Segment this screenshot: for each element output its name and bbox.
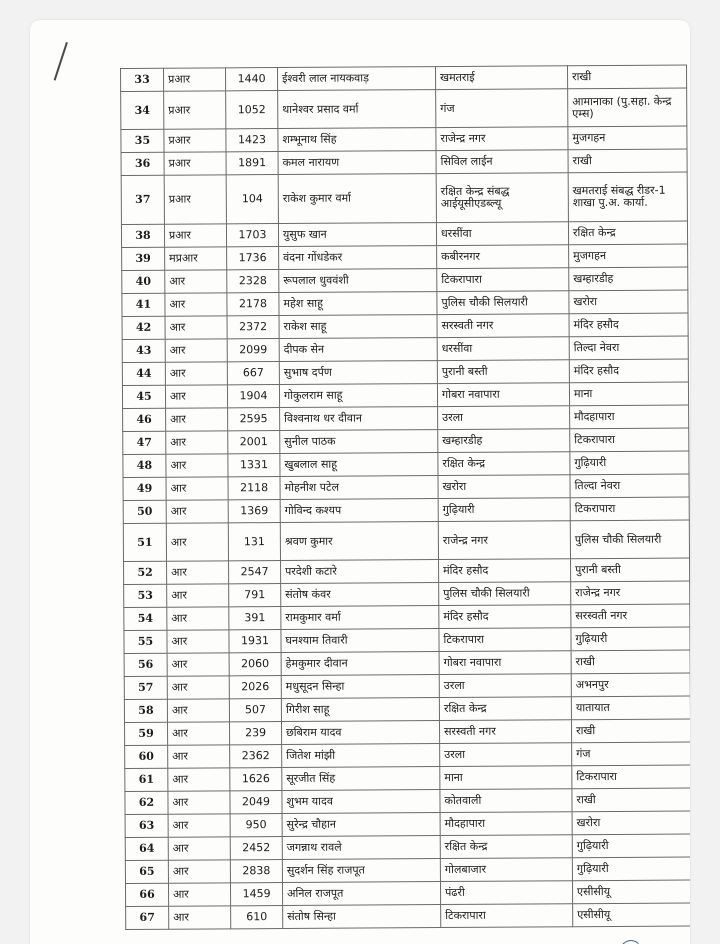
employee-name-cell: सुरेन्द्र चौहान [282,813,440,837]
employee-name-cell: संतोष कंवर [281,583,439,607]
employee-name-cell: दीपक सेन [279,338,437,362]
new-posting-cell: सरस्वती नगर [571,604,690,628]
new-posting-cell: तिल्दा नेवरा [569,336,688,360]
new-posting-cell: यातायात [571,696,690,720]
employee-name-cell: हेमकुमार दीवान [281,652,439,676]
rank-cell: आर [168,768,230,791]
employee-name-cell: ईश्वरी लाल नायकवाड़ [278,67,436,91]
employee-name-cell: महेश साहू [279,292,437,316]
employee-name-cell: राकेश कुमार वर्मा [278,174,436,224]
badge-number-cell: 2362 [230,745,282,768]
badge-number-cell: 2099 [227,339,279,362]
table-row [125,857,690,883]
new-posting-cell: खमतराई संबद्ध रीडर-1 शाखा पु.अ. कार्या. [568,172,687,222]
badge-number-cell: 2452 [230,837,282,860]
current-posting-cell: पुलिस चौकी सिलयारी [439,582,571,606]
new-posting-cell: मंदिर हसौद [569,313,688,337]
new-posting-cell: रक्षित केन्द्र [568,221,687,245]
serial-number-cell: 40 [122,270,165,293]
employee-name-cell: जितेश मांझी [282,744,440,768]
badge-number-cell: 2118 [228,477,280,500]
badge-number-cell: 391 [229,607,281,630]
table-row [121,149,687,175]
new-posting-cell: राजेन्द्र नगर [571,581,690,605]
table-row [124,673,690,699]
table-row [124,696,690,722]
serial-number-cell: 45 [122,385,165,408]
rank-cell: आर [165,362,227,385]
badge-number-cell: 2001 [228,431,280,454]
badge-number-cell: 2328 [227,270,279,293]
current-posting-cell: सरस्वती नगर [439,720,571,744]
serial-number-cell: 50 [123,500,166,523]
badge-number-cell: 1052 [226,91,278,129]
badge-number-cell: 131 [228,523,280,561]
serial-number-cell: 43 [122,339,165,362]
badge-number-cell: 667 [227,362,279,385]
rank-cell: आर [168,860,230,883]
table-row [123,497,689,523]
employee-name-cell: रामकुमार वर्मा [281,606,439,630]
new-posting-cell: राखी [568,149,687,173]
new-posting-cell: गुढ़ियारी [572,857,690,881]
corner-ink-mark [620,940,642,944]
employee-name-cell: परदेशी कटारे [281,560,439,584]
employee-name-cell: विश्वनाथ धर दीवान [280,407,438,431]
badge-number-cell: 791 [229,584,281,607]
rank-cell: प्रआर [164,129,226,152]
serial-number-cell: 67 [126,906,169,929]
serial-number-cell: 66 [125,883,168,906]
badge-number-cell: 1931 [229,630,281,653]
serial-number-cell: 53 [124,584,167,607]
serial-number-cell: 60 [125,745,168,768]
badge-number-cell: 610 [231,906,283,929]
rank-cell: आर [167,607,229,630]
badge-number-cell: 2049 [230,791,282,814]
employee-name-cell: सुनील पाठक [280,430,438,454]
current-posting-cell: मंदिर हसौद [439,605,571,629]
pen-stroke-mark [54,42,80,84]
badge-number-cell: 1459 [230,883,282,906]
new-posting-cell: मुजगहन [569,244,688,268]
new-posting-cell: गुढ़ियारी [572,834,690,858]
rank-cell: आर [168,745,230,768]
table-row [124,627,690,653]
new-posting-cell: टिकरापारा [570,497,689,521]
new-posting-cell: आमानाका (पु.सहा. केन्द्र एम्स) [568,88,687,127]
badge-number-cell: 2838 [230,860,282,883]
current-posting-cell: उरला [438,406,570,430]
rank-cell: आर [167,561,229,584]
rank-cell: आर [168,883,230,906]
badge-number-cell: 1369 [228,500,280,523]
serial-number-cell: 54 [124,607,167,630]
current-posting-cell: रक्षित केन्द्र [440,835,572,859]
current-posting-cell: गोबरा नवापारा [439,651,571,675]
rank-cell: आर [165,316,227,339]
serial-number-cell: 37 [121,175,164,224]
serial-number-cell: 62 [125,791,168,814]
current-posting-cell: गोबरा नवापारा [437,383,569,407]
table-row [122,267,688,293]
employee-name-cell: शुभम यादव [282,790,440,814]
table-row [121,172,687,224]
table-row [125,788,690,814]
table-row [121,221,687,247]
new-posting-cell: खरोरा [569,290,688,314]
new-posting-cell: गंज [572,742,690,766]
employee-name-cell: संतोष सिन्हा [283,905,441,929]
current-posting-cell: पुलिस चौकी सिलयारी [437,291,569,315]
current-posting-cell: खरोरा [438,475,570,499]
new-posting-cell: राखी [567,65,686,89]
badge-number-cell: 104 [226,175,278,224]
rank-cell: प्रआर [164,175,226,224]
serial-number-cell: 51 [123,523,166,561]
employee-name-cell: युसुफ खान [278,223,436,247]
serial-number-cell: 39 [122,247,165,270]
new-posting-cell: एसीसीयू [573,903,690,927]
new-posting-cell: गुढ़ियारी [571,627,690,651]
table-row [121,88,687,129]
serial-number-cell: 42 [122,316,165,339]
new-posting-cell: तिल्दा नेवरा [570,474,689,498]
employee-name-cell: खुबलाल साहू [280,453,438,477]
rank-cell: आर [167,584,229,607]
rank-cell: आर [166,408,228,431]
table-row [122,336,688,362]
employee-name-cell: वंदना गोंधडेकर [279,246,437,270]
employee-name-cell: सुभाष दर्पण [279,361,437,385]
employee-name-cell: शम्भूनाथ सिंह [278,128,436,152]
serial-number-cell: 61 [125,768,168,791]
current-posting-cell: रक्षित केन्द्र [438,452,570,476]
badge-number-cell: 2372 [227,316,279,339]
serial-number-cell: 34 [121,91,164,129]
badge-number-cell: 2026 [229,676,281,699]
current-posting-cell: उरला [439,674,571,698]
employee-name-cell: छबिराम यादव [281,721,439,745]
rank-cell: आर [166,477,228,500]
badge-number-cell: 1331 [228,454,280,477]
new-posting-cell: मंदिर हसौद [569,359,688,383]
table-row [125,765,690,791]
employee-name-cell: सुदर्शन सिंह राजपूत [282,859,440,883]
current-posting-cell: टिकरापारा [441,904,573,928]
rank-cell: आर [167,722,229,745]
rank-cell: आर [165,270,227,293]
badge-number-cell: 507 [229,699,281,722]
new-posting-cell: राखी [571,719,690,743]
employee-name-cell: मधुसूदन सिन्हा [281,675,439,699]
rank-cell: प्रआर [164,152,226,175]
serial-number-cell: 35 [121,129,164,152]
new-posting-cell: मौदहापारा [570,405,689,429]
serial-number-cell: 36 [121,152,164,175]
serial-number-cell: 44 [122,362,165,385]
current-posting-cell: धरसींवा [436,222,568,246]
serial-number-cell: 47 [123,431,166,454]
new-posting-cell: टिकरापारा [570,428,689,452]
table-row [125,834,690,860]
table-row [123,405,689,431]
rank-cell: आर [166,523,228,561]
table-row [125,880,690,906]
table-row [124,581,690,607]
current-posting-cell: पुरानी बस्ती [437,360,569,384]
current-posting-cell: सरस्वती नगर [437,314,569,338]
serial-number-cell: 59 [124,722,167,745]
serial-number-cell: 64 [125,837,168,860]
table-row [121,65,687,91]
badge-number-cell: 239 [229,722,281,745]
new-posting-cell: टिकरापारा [572,765,690,789]
current-posting-cell: उरला [440,743,572,767]
serial-number-cell: 49 [123,477,166,500]
table-row [123,428,689,454]
table-row [124,650,690,676]
table-row [123,520,689,561]
new-posting-cell: माना [569,382,688,406]
rank-cell: आर [165,339,227,362]
current-posting-cell: पंढरी [440,881,572,905]
serial-number-cell: 38 [121,224,164,247]
serial-number-cell: 56 [124,653,167,676]
new-posting-cell: खम्हारडीह [569,267,688,291]
rank-cell: आर [169,906,231,929]
current-posting-cell: टिकरापारा [439,628,571,652]
rank-cell: प्रआर [164,91,226,129]
employee-name-cell: रूपलाल धुववंशी [279,269,437,293]
current-posting-cell: मौदहापारा [440,812,572,836]
table-row [125,811,690,837]
rank-cell: आर [167,653,229,676]
table-row [123,474,689,500]
rank-cell: प्रआर [164,224,226,247]
rank-cell: आर [166,454,228,477]
rank-cell: प्रआर [164,68,226,91]
serial-number-cell: 63 [125,814,168,837]
serial-number-cell: 52 [124,561,167,584]
employee-name-cell: राकेश साहू [279,315,437,339]
new-posting-cell: राखी [571,650,690,674]
roster-body [121,65,690,929]
transfer-roster-table [120,65,690,930]
table-row [122,313,688,339]
current-posting-cell: राजेन्द्र नगर [436,127,568,151]
table-row [122,244,688,270]
current-posting-cell: गुढ़ियारी [438,498,570,522]
employee-name-cell: जगन्नाथ रावले [282,836,440,860]
table-row [124,558,690,584]
new-posting-cell: राखी [572,788,690,812]
new-posting-cell: पुलिस चौकी सिलयारी [570,520,689,559]
new-posting-cell: एसीसीयू [572,880,690,904]
new-posting-cell: अभनपुर [571,673,690,697]
serial-number-cell: 65 [125,860,168,883]
serial-number-cell: 48 [123,454,166,477]
employee-name-cell: घनश्याम तिवारी [281,629,439,653]
current-posting-cell: कोतवाली [440,789,572,813]
table-row [122,382,688,408]
document-page [30,20,690,944]
badge-number-cell: 1736 [227,247,279,270]
table-row [121,126,687,152]
serial-number-cell: 33 [121,68,164,91]
current-posting-cell: रक्षित केन्द्र [439,697,571,721]
serial-number-cell: 46 [123,408,166,431]
current-posting-cell: रक्षित केन्द्र संबद्ध आईयूसीएडब्ल्यू [436,173,568,223]
rank-cell: आर [168,814,230,837]
table-row [126,903,690,929]
badge-number-cell: 1904 [227,385,279,408]
rank-cell: आर [167,676,229,699]
rank-cell: आर [167,699,229,722]
badge-number-cell: 2060 [229,653,281,676]
current-posting-cell: धरसींवा [437,337,569,361]
table-row [122,290,688,316]
employee-name-cell: श्रवण कुमार [280,522,438,561]
serial-number-cell: 58 [124,699,167,722]
table-row [125,742,690,768]
employee-name-cell: गोकुलराम साहू [279,384,437,408]
current-posting-cell: मंदिर हसौद [439,559,571,583]
rank-cell: आर [165,385,227,408]
badge-number-cell: 1423 [226,129,278,152]
current-posting-cell: माना [440,766,572,790]
current-posting-cell: राजेन्द्र नगर [438,521,570,560]
serial-number-cell: 57 [124,676,167,699]
table-row [123,451,689,477]
rank-cell: मप्रआर [165,247,227,270]
current-posting-cell: खमतराई [435,66,567,90]
rank-cell: आर [165,293,227,316]
new-posting-cell: खरोरा [572,811,690,835]
badge-number-cell: 2547 [229,561,281,584]
employee-name-cell: थानेश्वर प्रसाद वर्मा [278,90,436,129]
rank-cell: आर [168,791,230,814]
table-row [124,604,690,630]
rank-cell: आर [167,630,229,653]
badge-number-cell: 1703 [226,224,278,247]
current-posting-cell: गोलबाजार [440,858,572,882]
badge-number-cell: 2178 [227,293,279,316]
employee-name-cell: गिरीश साहू [281,698,439,722]
badge-number-cell: 950 [230,814,282,837]
employee-name-cell: कमल नारायण [278,151,436,175]
employee-name-cell: गोविन्द कश्यप [280,499,438,523]
employee-name-cell: मोहनीश पटेल [280,476,438,500]
table-row [122,359,688,385]
current-posting-cell: खम्हारडीह [438,429,570,453]
badge-number-cell: 1891 [226,152,278,175]
rank-cell: आर [168,837,230,860]
current-posting-cell: सिविल लाईन [436,150,568,174]
current-posting-cell: गंज [436,89,568,128]
table-row [124,719,690,745]
new-posting-cell: गुढ़ियारी [570,451,689,475]
employee-name-cell: सूरजीत सिंह [282,767,440,791]
current-posting-cell: टिकरापारा [437,268,569,292]
employee-name-cell: अनिल राजपूत [282,882,440,906]
rank-cell: आर [166,500,228,523]
badge-number-cell: 2595 [228,408,280,431]
current-posting-cell: कबीरनगर [437,245,569,269]
new-posting-cell: पुरानी बस्ती [571,558,690,582]
serial-number-cell: 55 [124,630,167,653]
serial-number-cell: 41 [122,293,165,316]
badge-number-cell: 1440 [226,68,278,91]
rank-cell: आर [166,431,228,454]
new-posting-cell: मुजगहन [568,126,687,150]
badge-number-cell: 1626 [230,768,282,791]
